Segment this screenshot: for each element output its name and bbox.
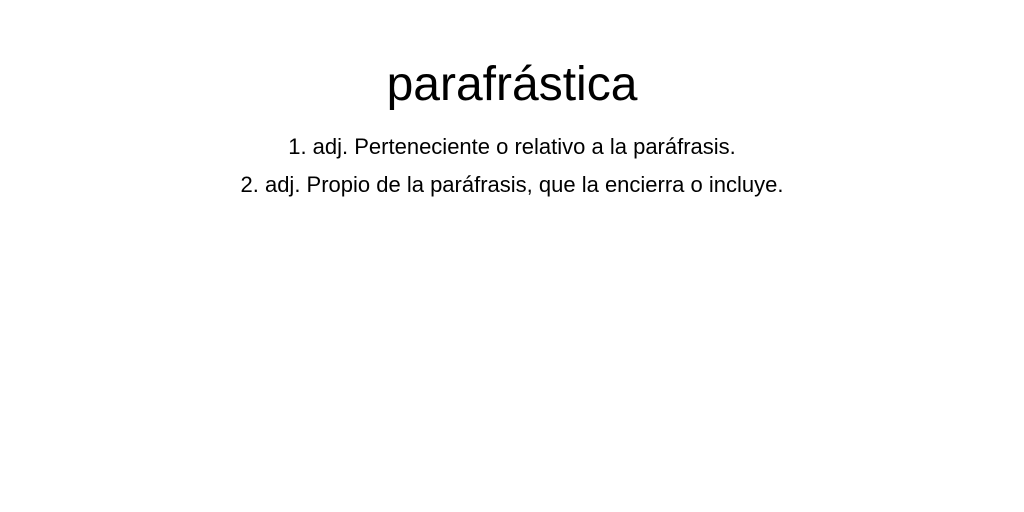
definition-item: 1. adj. Perteneciente o relativo a la paráfrasis.: [288, 134, 736, 159]
headword: parafrástica: [386, 58, 638, 111]
definition-item: 2. adj. Propio de la paráfrasis, que la encierra o incluye.: [240, 172, 784, 197]
definitions-list: [0, 128, 1024, 204]
